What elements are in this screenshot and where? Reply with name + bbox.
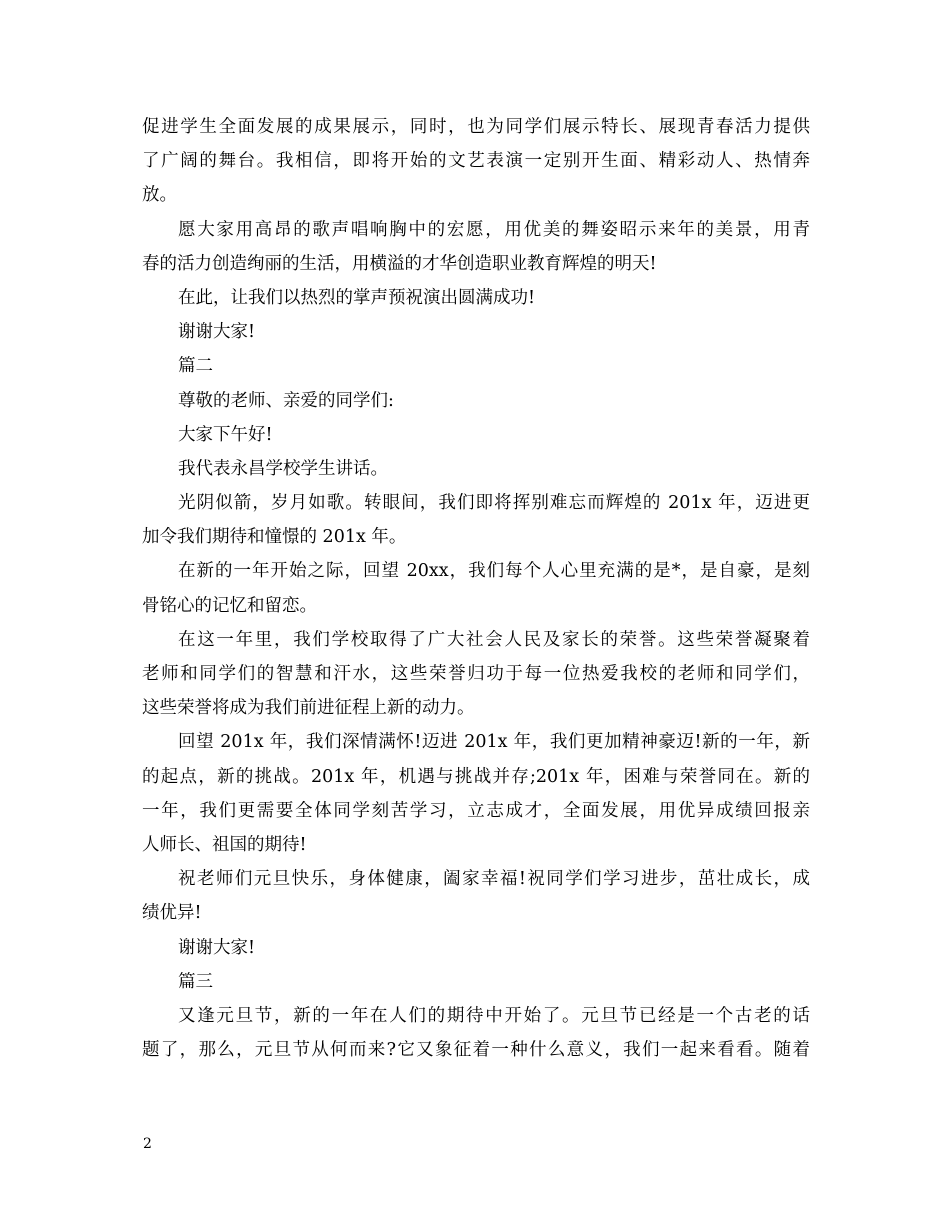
text-line: 又逢元旦节，新的一年在人们的期待中开始了。元旦节已经是一个古老的话: [178, 1005, 810, 1026]
text-line: 在新的一年开始之际，回望 20xx，我们每个人心里充满的是*，是自豪，是刻: [178, 561, 810, 582]
text-line: 在此，让我们以热烈的掌声预祝演出圆满成功!: [178, 287, 536, 308]
text-line: 一年，我们更需要全体同学刻苦学习，立志成才，全面发展，用优异成绩回报亲: [142, 800, 810, 821]
section-heading: 篇二: [178, 356, 213, 377]
text-line: 谢谢大家!: [178, 322, 256, 343]
text-line: 我代表永昌学校学生讲话。: [178, 458, 388, 479]
text-line: 春的活力创造绚丽的生活，用横溢的才华创造职业教育辉煌的明天!: [142, 253, 657, 274]
text-line: 谢谢大家!: [178, 937, 256, 958]
text-line: 人师长、祖国的期待!: [142, 834, 307, 855]
text-line: 了广阔的舞台。我相信，即将开始的文艺表演一定别开生面、精彩动人、热情奔: [142, 151, 810, 172]
text-line: 愿大家用高昂的歌声唱响胸中的宏愿，用优美的舞姿昭示来年的美景，用青: [178, 219, 810, 240]
text-line: 放。: [142, 185, 177, 206]
page-number: 2: [143, 1136, 152, 1152]
section-heading: 篇三: [178, 971, 213, 992]
text-line: 骨铭心的记忆和留恋。: [142, 595, 317, 616]
text-line: 题了，那么，元旦节从何而来?它又象征着一种什么意义，我们一起来看看。随着: [142, 1040, 810, 1061]
text-line: 的起点，新的挑战。201x 年，机遇与挑战并存;201x 年，困难与荣誉同在。新的: [142, 766, 810, 787]
text-line: 促进学生全面发展的成果展示，同时，也为同学们展示特长、展现青春活力提供: [142, 117, 810, 137]
text-line: 尊敬的老师、亲爱的同学们:: [178, 390, 394, 411]
text-line: 大家下午好!: [178, 424, 273, 445]
text-line: 绩优异!: [142, 903, 202, 924]
body-text: [142, 110, 810, 1067]
text-line: 在这一年里，我们学校取得了广大社会人民及家长的荣誉。这些荣誉凝聚着: [178, 629, 810, 650]
text-line: 这些荣誉将成为我们前进征程上新的动力。: [142, 698, 475, 719]
text-line: 光阴似箭，岁月如歌。转眼间，我们即将挥别难忘而辉煌的 201x 年，迈进更: [178, 493, 810, 514]
text-line: 回望 201x 年，我们深情满怀!迈进 201x 年，我们更加精神豪迈!新的一年，新: [178, 732, 810, 753]
text-line: 加令我们期待和憧憬的 201x 年。: [142, 527, 407, 548]
text-line: 老师和同学们的智慧和汗水，这些荣誉归功于每一位热爱我校的老师和同学们，: [142, 664, 810, 684]
text-line: 祝老师们元旦快乐，身体健康，阖家幸福!祝同学们学习进步，茁壮成长，成: [178, 869, 810, 890]
